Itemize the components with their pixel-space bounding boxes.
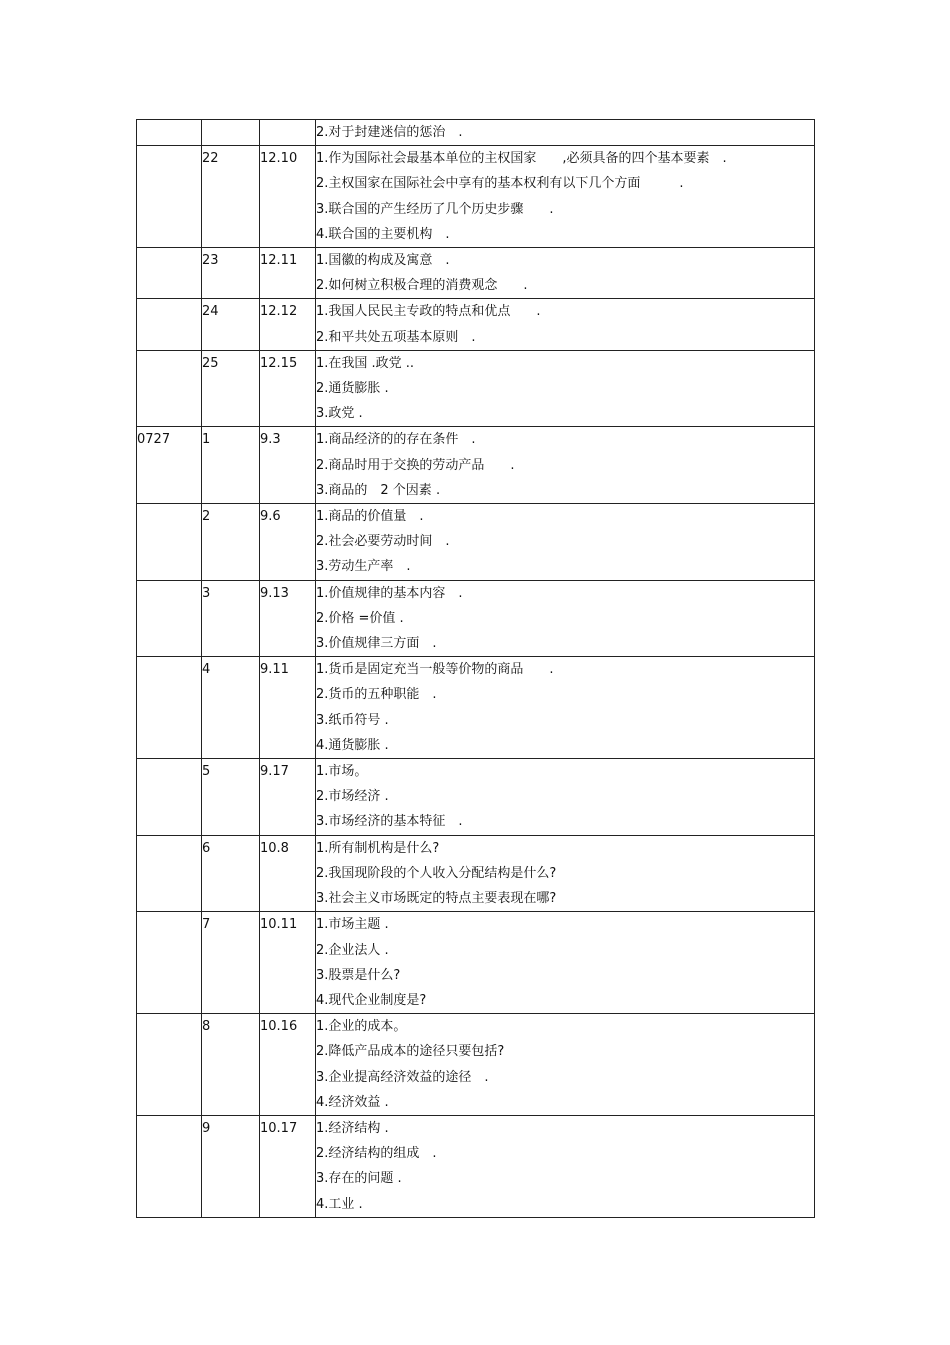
table-row [137, 146, 815, 248]
topic-item: 2.对于封建迷信的惩治 . [316, 125, 463, 140]
topic-item: 2.商品时用于交换的劳动产品 . [316, 457, 515, 473]
table-row [137, 1115, 815, 1217]
lesson-number-cell: 8 [202, 1014, 260, 1116]
table-row [137, 504, 815, 581]
topic-item: 1.市场主题 . [316, 917, 389, 933]
class-cell [137, 504, 202, 581]
lesson-number-cell: 9 [202, 1115, 260, 1217]
table-row [137, 427, 815, 504]
class-cell [137, 657, 202, 759]
topic-item: 1.商品的价值量 . [316, 509, 424, 525]
table-row [137, 350, 815, 427]
topic-item: 2.通货膨胀 . [316, 381, 389, 397]
topic-item: 2.我国现阶段的个人收入分配结构是什么? [316, 865, 557, 881]
date-cell: 10.16 [260, 1014, 316, 1116]
date-cell: 9.13 [260, 580, 316, 657]
topic-item: 3.价值规律三方面 . [316, 636, 437, 652]
topic-item: 3.劳动生产率 . [316, 559, 411, 575]
topic-item: 1.作为国际社会最基本单位的主权国家 ,必须具备的四个基本要素 . [316, 151, 727, 167]
topics-cell [316, 248, 815, 299]
topic-item: 3.市场经济的基本特征 . [316, 814, 463, 830]
topic-item: 3.股票是什么? [316, 967, 401, 983]
class-cell [137, 759, 202, 836]
topic-item: 3.联合国的产生经历了几个历史步骤 . [316, 201, 554, 217]
table-row [137, 299, 815, 350]
topic-item: 3.社会主义市场既定的特点主要表现在哪? [316, 891, 557, 907]
topic-item: 1.我国人民民主专政的特点和优点 . [316, 304, 541, 320]
date-cell: 10.11 [260, 912, 316, 1014]
topic-item: 2.货币的五种职能 . [316, 687, 437, 703]
date-cell: 12.10 [260, 146, 316, 248]
date-cell: 12.11 [260, 248, 316, 299]
lesson-number-cell: 4 [202, 657, 260, 759]
topic-item: 1.在我国 .政党 .. [316, 355, 415, 371]
class-cell: 0727 [137, 427, 202, 504]
lesson-number-cell: 7 [202, 912, 260, 1014]
topic-item: 2.如何树立积极合理的消费观念 . [316, 278, 528, 294]
class-cell [137, 1014, 202, 1116]
lesson-number-cell: 25 [202, 350, 260, 427]
date-cell: 12.12 [260, 299, 316, 350]
topic-item: 3.存在的问题 . [316, 1171, 402, 1187]
topic-item: 3.商品的 2 个因素 . [316, 482, 441, 498]
topic-item: 2.和平共处五项基本原则 . [316, 329, 476, 345]
lesson-number-cell: 2 [202, 504, 260, 581]
class-cell [137, 580, 202, 657]
schedule-table-body [137, 120, 815, 1218]
topic-item: 2.企业法人 . [316, 942, 389, 958]
topics-cell [316, 1014, 815, 1116]
table-row [137, 912, 815, 1014]
lesson-number-cell: 6 [202, 835, 260, 912]
lesson-number-cell: 22 [202, 146, 260, 248]
topic-item: 3.政党 . [316, 406, 363, 422]
topic-item: 4.现代企业制度是? [316, 992, 427, 1008]
topic-item: 4.工业 . [316, 1196, 363, 1212]
topic-item: 4.通货膨胀 . [316, 737, 389, 753]
topic-item: 1.所有制机构是什么? [316, 840, 440, 856]
lesson-number-cell: 23 [202, 248, 260, 299]
topic-item: 3.企业提高经济效益的途径 . [316, 1069, 489, 1085]
topics-cell [316, 120, 815, 146]
topic-item: 1.货币是固定充当一般等价物的商品 . [316, 662, 554, 678]
date-cell: 9.11 [260, 657, 316, 759]
lesson-number-cell: 24 [202, 299, 260, 350]
topics-cell [316, 912, 815, 1014]
topic-item: 4.联合国的主要机构 . [316, 226, 450, 242]
topics-cell [316, 1115, 815, 1217]
class-cell [137, 299, 202, 350]
class-cell [137, 835, 202, 912]
topic-item: 2.社会必要劳动时间 . [316, 534, 450, 550]
lesson-number-cell: 1 [202, 427, 260, 504]
topics-cell [316, 657, 815, 759]
topics-cell [316, 835, 815, 912]
topics-cell [316, 146, 815, 248]
table-row [137, 759, 815, 836]
class-cell [137, 120, 202, 146]
topics-cell [316, 759, 815, 836]
topic-item: 2.市场经济 . [316, 789, 389, 805]
topic-item: 2.经济结构的组成 . [316, 1146, 437, 1162]
topic-item: 1.国徽的构成及寓意 . [316, 253, 450, 269]
topic-item: 1.商品经济的的存在条件 . [316, 432, 476, 448]
date-cell: 9.6 [260, 504, 316, 581]
topic-item: 1.市场。 [316, 764, 368, 780]
topics-cell [316, 427, 815, 504]
class-cell [137, 912, 202, 1014]
table-row [137, 835, 815, 912]
table-row [137, 120, 815, 146]
table-row [137, 657, 815, 759]
table-row [137, 580, 815, 657]
topic-item: 3.纸币符号 . [316, 712, 389, 728]
topic-item: 4.经济效益 . [316, 1094, 389, 1110]
topic-item: 1.经济结构 . [316, 1120, 389, 1136]
lesson-number-cell: 3 [202, 580, 260, 657]
date-cell: 10.17 [260, 1115, 316, 1217]
topics-cell [316, 299, 815, 350]
lesson-number-cell [202, 120, 260, 146]
topic-item: 2.降低产品成本的途径只要包括? [316, 1044, 505, 1060]
topic-item: 1.价值规律的基本内容 . [316, 585, 463, 601]
topic-item: 2.主权国家在国际社会中享有的基本权利有以下几个方面 . [316, 176, 684, 192]
topics-cell [316, 580, 815, 657]
schedule-table [136, 119, 815, 1218]
class-cell [137, 1115, 202, 1217]
class-cell [137, 146, 202, 248]
date-cell [260, 120, 316, 146]
topics-cell [316, 350, 815, 427]
date-cell: 10.8 [260, 835, 316, 912]
date-cell: 12.15 [260, 350, 316, 427]
table-row [137, 1014, 815, 1116]
topics-cell [316, 504, 815, 581]
date-cell: 9.17 [260, 759, 316, 836]
table-row [137, 248, 815, 299]
topic-item: 2.价格 =价值 . [316, 610, 404, 626]
lesson-number-cell: 5 [202, 759, 260, 836]
class-cell [137, 350, 202, 427]
class-cell [137, 248, 202, 299]
topic-item: 1.企业的成本。 [316, 1019, 407, 1035]
date-cell: 9.3 [260, 427, 316, 504]
